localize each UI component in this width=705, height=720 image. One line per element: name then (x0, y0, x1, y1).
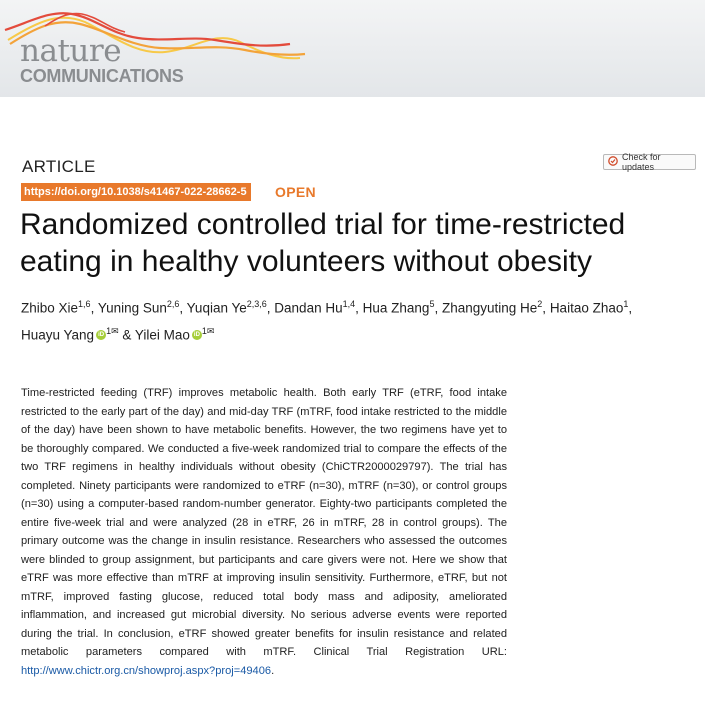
check-updates-icon (608, 156, 618, 168)
author-name[interactable]: Zhibo Xie (21, 300, 79, 316)
author-affiliation: 1,6 (78, 299, 91, 309)
author-affiliation: 5 (429, 299, 435, 309)
author-name[interactable]: Haitao Zhao (549, 300, 624, 316)
open-access-badge: OPEN (275, 184, 316, 200)
check-updates-label: Check for updates (622, 152, 661, 172)
author-affiliation: 1,4 (342, 299, 356, 309)
author-affiliation: 1✉ (201, 325, 215, 336)
doi-link[interactable]: https://doi.org/10.1038/s41467-022-28662-5 (21, 183, 251, 201)
author-name[interactable]: Hua Zhang (362, 300, 430, 316)
author-separator: & (118, 327, 135, 342)
logo-communications-text: COMMUNICATIONS (20, 66, 184, 86)
author-name[interactable]: Yuqian Ye (186, 300, 247, 316)
author-separator: , (90, 300, 98, 316)
author-affiliation: 2 (537, 299, 543, 309)
author-affiliation: 1 (623, 299, 629, 309)
abstract-text: Time-restricted feeding (TRF) improves metabolic health. Both early TRF (eTRF, food intake restricted to the early part of the day) and mid-day TRF (mTRF, food intake restricted to the middle of the day) have been shown to have metabolic benefits. However, the two regimens have yet to be thoroughly compared. We conducted a five-week randomized trial to compare the effects of the two TRF regimens in healthy individuals without obesity (ChiCTR2000029797). The trial has completed. Ninety participants were randomized to eTRF (n=30), mTRF (n=30), or control groups (n=30) using a computer-based random-number generator. Eighty-two participants completed the entire five-week trial and were analyzed (28 in eTRF, 26 in mTRF, 28 in control groups). The primary outcome was the change in insulin resistance. Researchers who assessed the outcomes were blinded to group assignment, but participants and care givers were not. Here we show that eTRF was more effective than mTRF at improving insulin sensitivity. Furthermore, eTRF, but not mTRF, improved fasting glucose, reduced total body mass and adiposity, ameliorated inflammation, and increased gut microbial diversity. No serious adverse events were reported during the trial. In conclusion, eTRF showed greater benefits for insulin resistance and related metabolic parameters compared with mTRF. Clinical Trial Registration URL: (21, 387, 507, 658)
abstract-end: . (271, 664, 275, 677)
article-type-label: ARTICLE (22, 157, 96, 176)
author-list (21, 293, 691, 346)
author-affiliation: 2,3,6 (246, 299, 267, 309)
author-name[interactable]: Huayu Yang (21, 327, 95, 342)
author-separator: , (179, 300, 187, 316)
logo-nature-text: nature (20, 33, 122, 69)
author-separator: , (628, 300, 633, 316)
check-for-updates-button[interactable] (603, 154, 696, 170)
orcid-icon[interactable]: iD (98, 332, 105, 339)
orcid-icon[interactable]: iD (193, 332, 200, 339)
author-separator: , (434, 300, 442, 316)
author-affiliation: 2,6 (166, 299, 180, 309)
registration-url-link[interactable]: http://www.chictr.org.cn/showproj.aspx?proj=49406 (21, 664, 272, 677)
author-affiliation: 1✉ (106, 325, 119, 336)
journal-banner (0, 0, 705, 97)
author-name[interactable]: Zhangyuting He (441, 300, 538, 316)
author-separator: , (355, 300, 363, 316)
author-name[interactable]: Dandan Hu (274, 300, 343, 316)
author-separator: , (266, 300, 275, 316)
abstract (21, 384, 507, 680)
article-title: Randomized controlled trial for time-restricted eating in healthy volunteers without obesity (20, 208, 626, 278)
author-name[interactable]: Yuning Sun (97, 300, 167, 316)
author-name[interactable]: Yilei Mao (134, 327, 190, 342)
author-separator: , (542, 300, 550, 316)
